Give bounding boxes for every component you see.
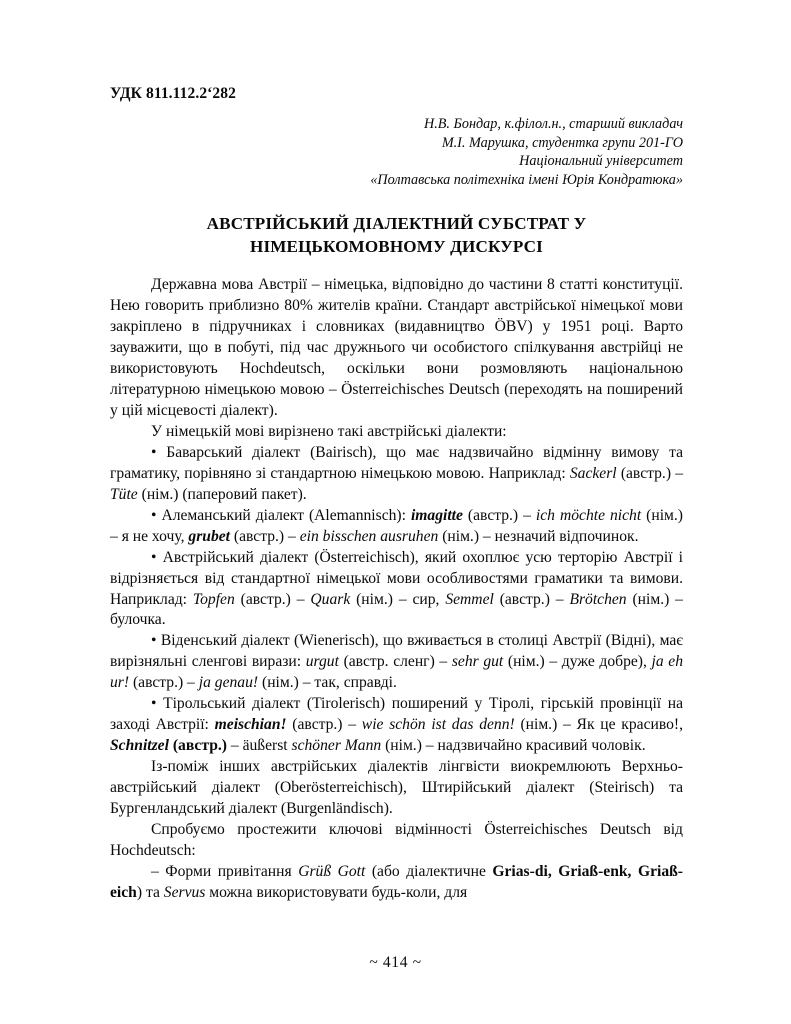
text-run: ) та [136, 884, 164, 902]
text-run: (австр.) – [234, 590, 311, 608]
text-run: Форми привітання [158, 863, 299, 881]
term-italic: Grüß Gott [298, 863, 366, 881]
term-italic: sehr gut [451, 653, 504, 671]
text-run: Спробуємо простежити ключові відмінності Österreichisches Deutsch від Hochdeutsch: [110, 821, 683, 860]
paragraph-dialect-list-lead [110, 422, 683, 443]
bullet-alemannisch [110, 506, 683, 548]
term-italic: ja genau! [198, 674, 259, 692]
dash-greeting-forms [110, 862, 683, 904]
article-title-line-2: НІМЕЦЬКОМОВНОМУ ДИСКУРСІ [250, 237, 543, 257]
text-run: (або діалектичне [365, 863, 493, 881]
term-italic: schöner Mann [291, 737, 382, 755]
text-run: можна використовувати будь-коли, для [205, 884, 468, 902]
author-line-2: М.І. Марушка, студентка групи 201-ГО [441, 134, 683, 151]
text-run: (нім.) – надзвичайно красивий чоловік. [381, 737, 646, 755]
term-italic: Topfen [192, 590, 235, 608]
affiliation-line-1: Національний університет [519, 153, 683, 170]
text-run: Алеманський діалект (Alemannisch): [161, 506, 411, 524]
term-italic: ja eh ur! [110, 653, 684, 692]
term-italic: ich möchte nicht [535, 506, 642, 524]
term-italic: Tüte [110, 485, 138, 503]
paragraph-other-dialects [110, 757, 683, 820]
term-italic: ein bisschen ausruhen [299, 527, 439, 545]
text-run: Із-поміж інших австрійських діалектів лінгвісти виокремлюють Верхньо-австрійський діалект (Oberösterreichisch), Штирійський діалект (Steirisch) та Бургенландський діалект (Burgenländisch). [110, 758, 683, 818]
term-italic: Semmel [445, 590, 494, 608]
term-italic: wie schön ist das denn! [361, 716, 515, 734]
text-run: Тірольський діалект (Tirolerisch) поширений у Тіролі, гірській провінції на заході Австрії: [110, 695, 683, 734]
term-italic: Quark [310, 590, 351, 608]
text-run: (австр. сленг) – [338, 653, 452, 671]
text-run: (нім.) – так, справді. [258, 674, 397, 692]
article-title-line-1: АВСТРІЙСЬКИЙ ДІАЛЕКТНИЙ СУБСТРАТ У [206, 214, 587, 234]
paragraph-intro [110, 275, 683, 422]
term-italic: Sackerl [569, 464, 617, 482]
term-bold-italic: imagitte [410, 506, 463, 524]
text-run: Австрійський діалект (Österreichisch), який охоплює усю терторію Австрії і відрізняється від стандартної німецької мови особливостями граматики та вимови. Наприклад: [110, 548, 683, 608]
text-run: (нім.) – я не хочу, [110, 506, 683, 545]
author-affiliation-block [110, 115, 683, 189]
text-run: (нім.) – незначий відпочинок. [438, 527, 639, 545]
text-run: (нім.) – Як це красиво!, [514, 716, 683, 734]
text-run: (нім.) – булочка. [110, 590, 683, 629]
term-bold: Grias-di, Griaß-enk, Griaß-eich [110, 863, 683, 902]
bullet-icon: • [151, 548, 157, 566]
text-run: (австр.) – [129, 674, 199, 692]
term-bold-italic: grubet [188, 527, 230, 545]
text-run: Віденський діалект (Wienerisch), що вживається в столиці Австрії (Відні), має вирізняльні сленгові вирази: [110, 632, 683, 671]
text-run: (австр.) – [230, 527, 300, 545]
text-run: (нім.) – дуже добре), [503, 653, 652, 671]
term-bold-italic: meischian! [214, 716, 287, 734]
term-italic: urgut [305, 653, 339, 671]
text-run: (австр.) – [616, 464, 684, 482]
text-run: – äußerst [226, 737, 292, 755]
bullet-icon: • [151, 506, 157, 524]
udc-code: УДК 811.112.2‘282 [110, 85, 236, 102]
page-number: ~ 414 ~ [369, 954, 422, 971]
bullet-icon: • [151, 695, 157, 713]
text-run: (нім.) – сир, [350, 590, 446, 608]
bullet-bairisch [110, 443, 683, 506]
text-run: (австр.) – [462, 506, 536, 524]
article-title [110, 213, 683, 259]
term-italic: Servus [163, 884, 206, 902]
text-run: (нім.) (паперовий пакет). [137, 485, 307, 503]
bullet-icon: • [151, 443, 157, 461]
term-bold: (австр.) [168, 737, 227, 755]
dash-icon: – [151, 863, 159, 881]
author-line-1: Н.В. Бондар, к.філол.н., старший викладач [423, 116, 683, 133]
affiliation-line-2: «Полтавська політехніка імені Юрія Кондратюка» [370, 171, 683, 188]
paragraph-comparison-lead [110, 820, 683, 862]
text-run: (австр.) – [493, 590, 570, 608]
text-run: (австр.) – [286, 716, 362, 734]
bullet-osterreichisch [110, 548, 683, 632]
text-run: Державна мова Австрії – німецька, відповідно до частини 8 статті конституції. Нею говорить приблизно 80% жителів країни. Стандарт австрійської німецької мови закріплено в підручниках і словниках (видавництво ÖBV) у 1951 році. Варто зауважити, що в побуті, під час дружнього чи особистого спілкування австрійці не використовують Hochdeutsch, оскільки вони розмовляють національною літературною німецькою мовою – Österreichisches Deutsch (переходять на поширений у цій місцевості діалект). [110, 275, 683, 419]
text-run: У німецькій мові вирізнено такі австрійські діалекти: [151, 422, 507, 440]
bullet-tirolerisch [110, 694, 683, 757]
term-italic: Brötchen [569, 590, 627, 608]
text-run: Баварський діалект (Bairisch), що має надзвичайно відмінну вимову та граматику, порівняно зі стандартною німецькою мовою. Наприклад: [110, 443, 683, 482]
article-body [110, 275, 683, 904]
bullet-icon: • [151, 632, 157, 650]
term-bold-italic: Schnitzel [110, 737, 169, 755]
bullet-wienerisch [110, 631, 683, 694]
